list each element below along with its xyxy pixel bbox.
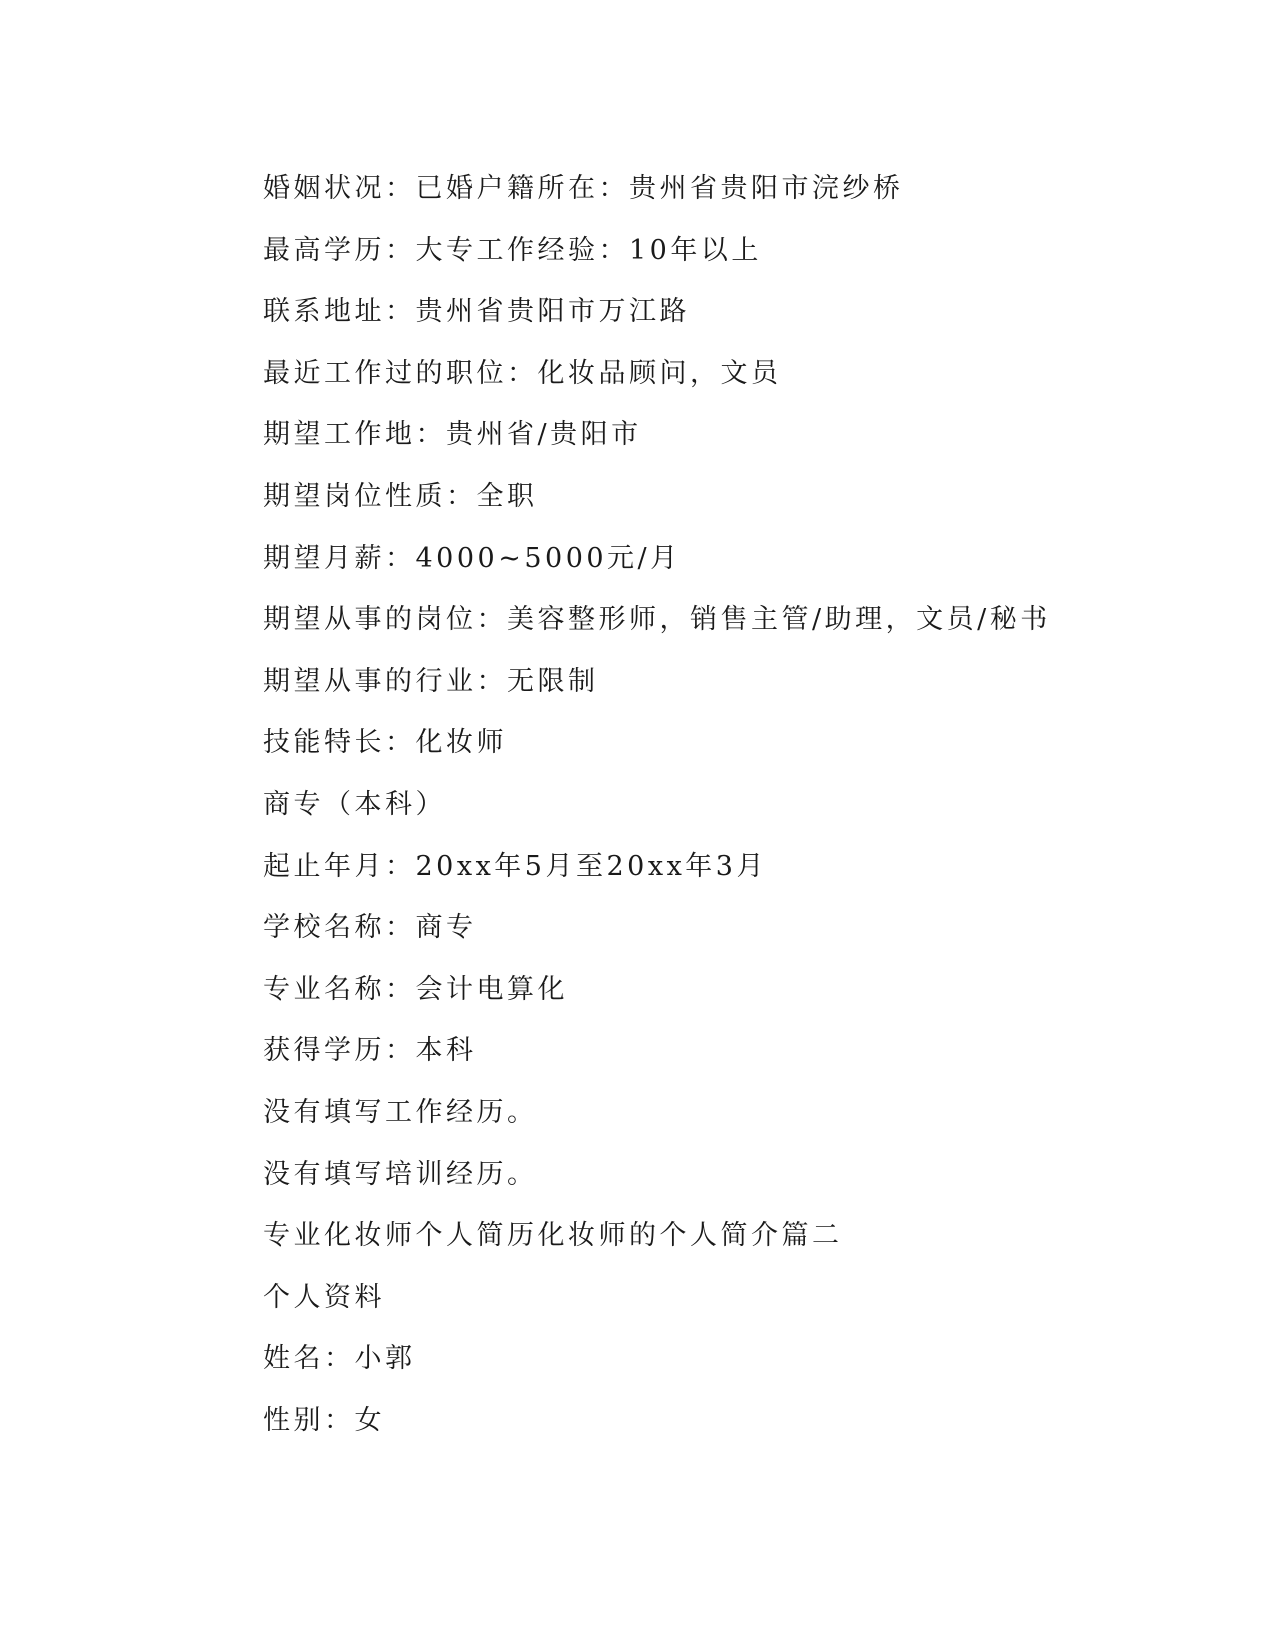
study-period-line: 起止年月：20xx年5月至20xx年3月 [263,850,767,882]
marital-status-line: 婚姻状况：已婚户籍所在：贵州省贵阳市浣纱桥 [263,173,904,204]
expected-salary-line: 期望月薪：4000~5000元/月 [263,542,681,574]
document-body [263,158,1163,1451]
training-history-note: 没有填写培训经历。 [263,1158,538,1190]
education-heading: 商专（本科） [263,788,446,820]
recent-position-line: 最近工作过的职位：化妆品顾问，文员 [263,357,782,389]
personal-info-heading: 个人资料 [263,1281,385,1313]
degree-line: 获得学历：本科 [263,1035,477,1067]
skills-line: 技能特长：化妆师 [263,727,507,759]
major-name-line: 专业名称：会计电算化 [263,973,568,1005]
gender-line: 性别：女 [263,1404,385,1436]
school-name-line: 学校名称：商专 [263,912,477,944]
expected-location-line: 期望工作地：贵州省/贵阳市 [263,419,642,451]
work-history-note: 没有填写工作经历。 [263,1096,538,1128]
expected-positions-line: 期望从事的岗位：美容整形师，销售主管/助理，文员/秘书 [263,604,1051,636]
job-type-line: 期望岗位性质：全职 [263,480,538,512]
contact-address-line: 联系地址：贵州省贵阳市万江路 [263,296,690,328]
expected-industry-line: 期望从事的行业：无限制 [263,665,599,697]
education-experience-line: 最高学历：大专工作经验：10年以上 [263,234,762,266]
name-line: 姓名：小郭 [263,1343,416,1375]
section-title: 专业化妆师个人简历化妆师的个人简介篇二 [263,1220,843,1252]
